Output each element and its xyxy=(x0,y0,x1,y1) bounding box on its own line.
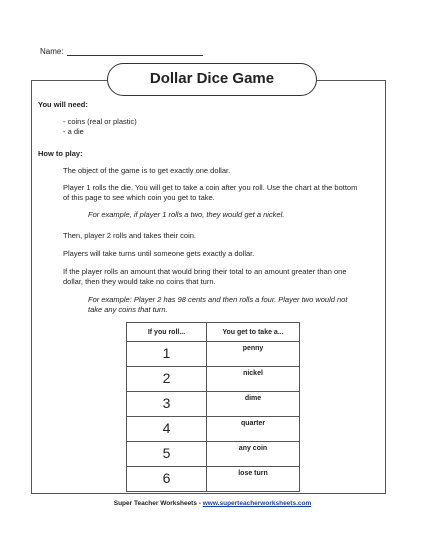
howto-paragraph-4: Players will take turns until someone gets exactly a dollar. xyxy=(63,249,255,258)
roll-value: 6 xyxy=(127,467,207,492)
coin-value: quarter xyxy=(207,417,300,442)
howto-paragraph-2: Player 1 rolls the die. You will get to take a coin after you roll. Use the chart at the bottom of this page to see which coin you get to take. xyxy=(63,183,358,202)
table-row xyxy=(127,392,300,417)
howto-paragraph-5: If the player rolls an amount that would bring their total to an amount greater than one dollar, then they would take no coins that turn. xyxy=(63,267,347,286)
footer-separator: - xyxy=(196,500,203,507)
coin-value: dime xyxy=(207,392,300,417)
roll-value: 1 xyxy=(127,342,207,367)
roll-value: 3 xyxy=(127,392,207,417)
page-footer xyxy=(0,500,425,507)
coin-value: nickel xyxy=(207,367,300,392)
header-coin: You get to take a... xyxy=(207,323,300,342)
roll-value: 4 xyxy=(127,417,207,442)
howto-paragraph-1: The object of the game is to get exactly one dollar. xyxy=(63,166,231,175)
table-row xyxy=(127,442,300,467)
needs-heading: You will need: xyxy=(38,100,88,109)
footer-brand: Super Teacher Worksheets xyxy=(113,500,197,507)
coin-value: penny xyxy=(207,342,300,367)
footer-link[interactable]: www.superteacherworksheets.com xyxy=(202,500,312,507)
needs-item-die: - a die xyxy=(63,127,84,136)
name-field-row xyxy=(40,47,203,56)
needs-item-coins: - coins (real or plastic) xyxy=(63,117,137,126)
roll-value: 2 xyxy=(127,367,207,392)
table-row xyxy=(127,342,300,367)
name-label: Name: xyxy=(40,47,64,56)
header-roll: If you roll... xyxy=(127,323,207,342)
table-row xyxy=(127,367,300,392)
roll-value: 5 xyxy=(127,442,207,467)
name-blank-line xyxy=(67,47,203,56)
howto-heading: How to play: xyxy=(38,149,83,158)
table-row xyxy=(127,417,300,442)
page-title: Dollar Dice Game xyxy=(107,63,317,96)
howto-example-1: For example, if player 1 rolls a two, they would get a nickel. xyxy=(88,210,285,219)
dice-coin-table xyxy=(126,322,300,492)
howto-example-2: For example: Player 2 has 98 cents and then rolls a four. Player two would not take any coins that turn. xyxy=(88,295,348,314)
coin-value: lose turn xyxy=(207,467,300,492)
table-header-row xyxy=(127,323,300,342)
table-row xyxy=(127,467,300,492)
howto-paragraph-3: Then, player 2 rolls and takes their coin. xyxy=(63,231,196,240)
coin-value: any coin xyxy=(207,442,300,467)
